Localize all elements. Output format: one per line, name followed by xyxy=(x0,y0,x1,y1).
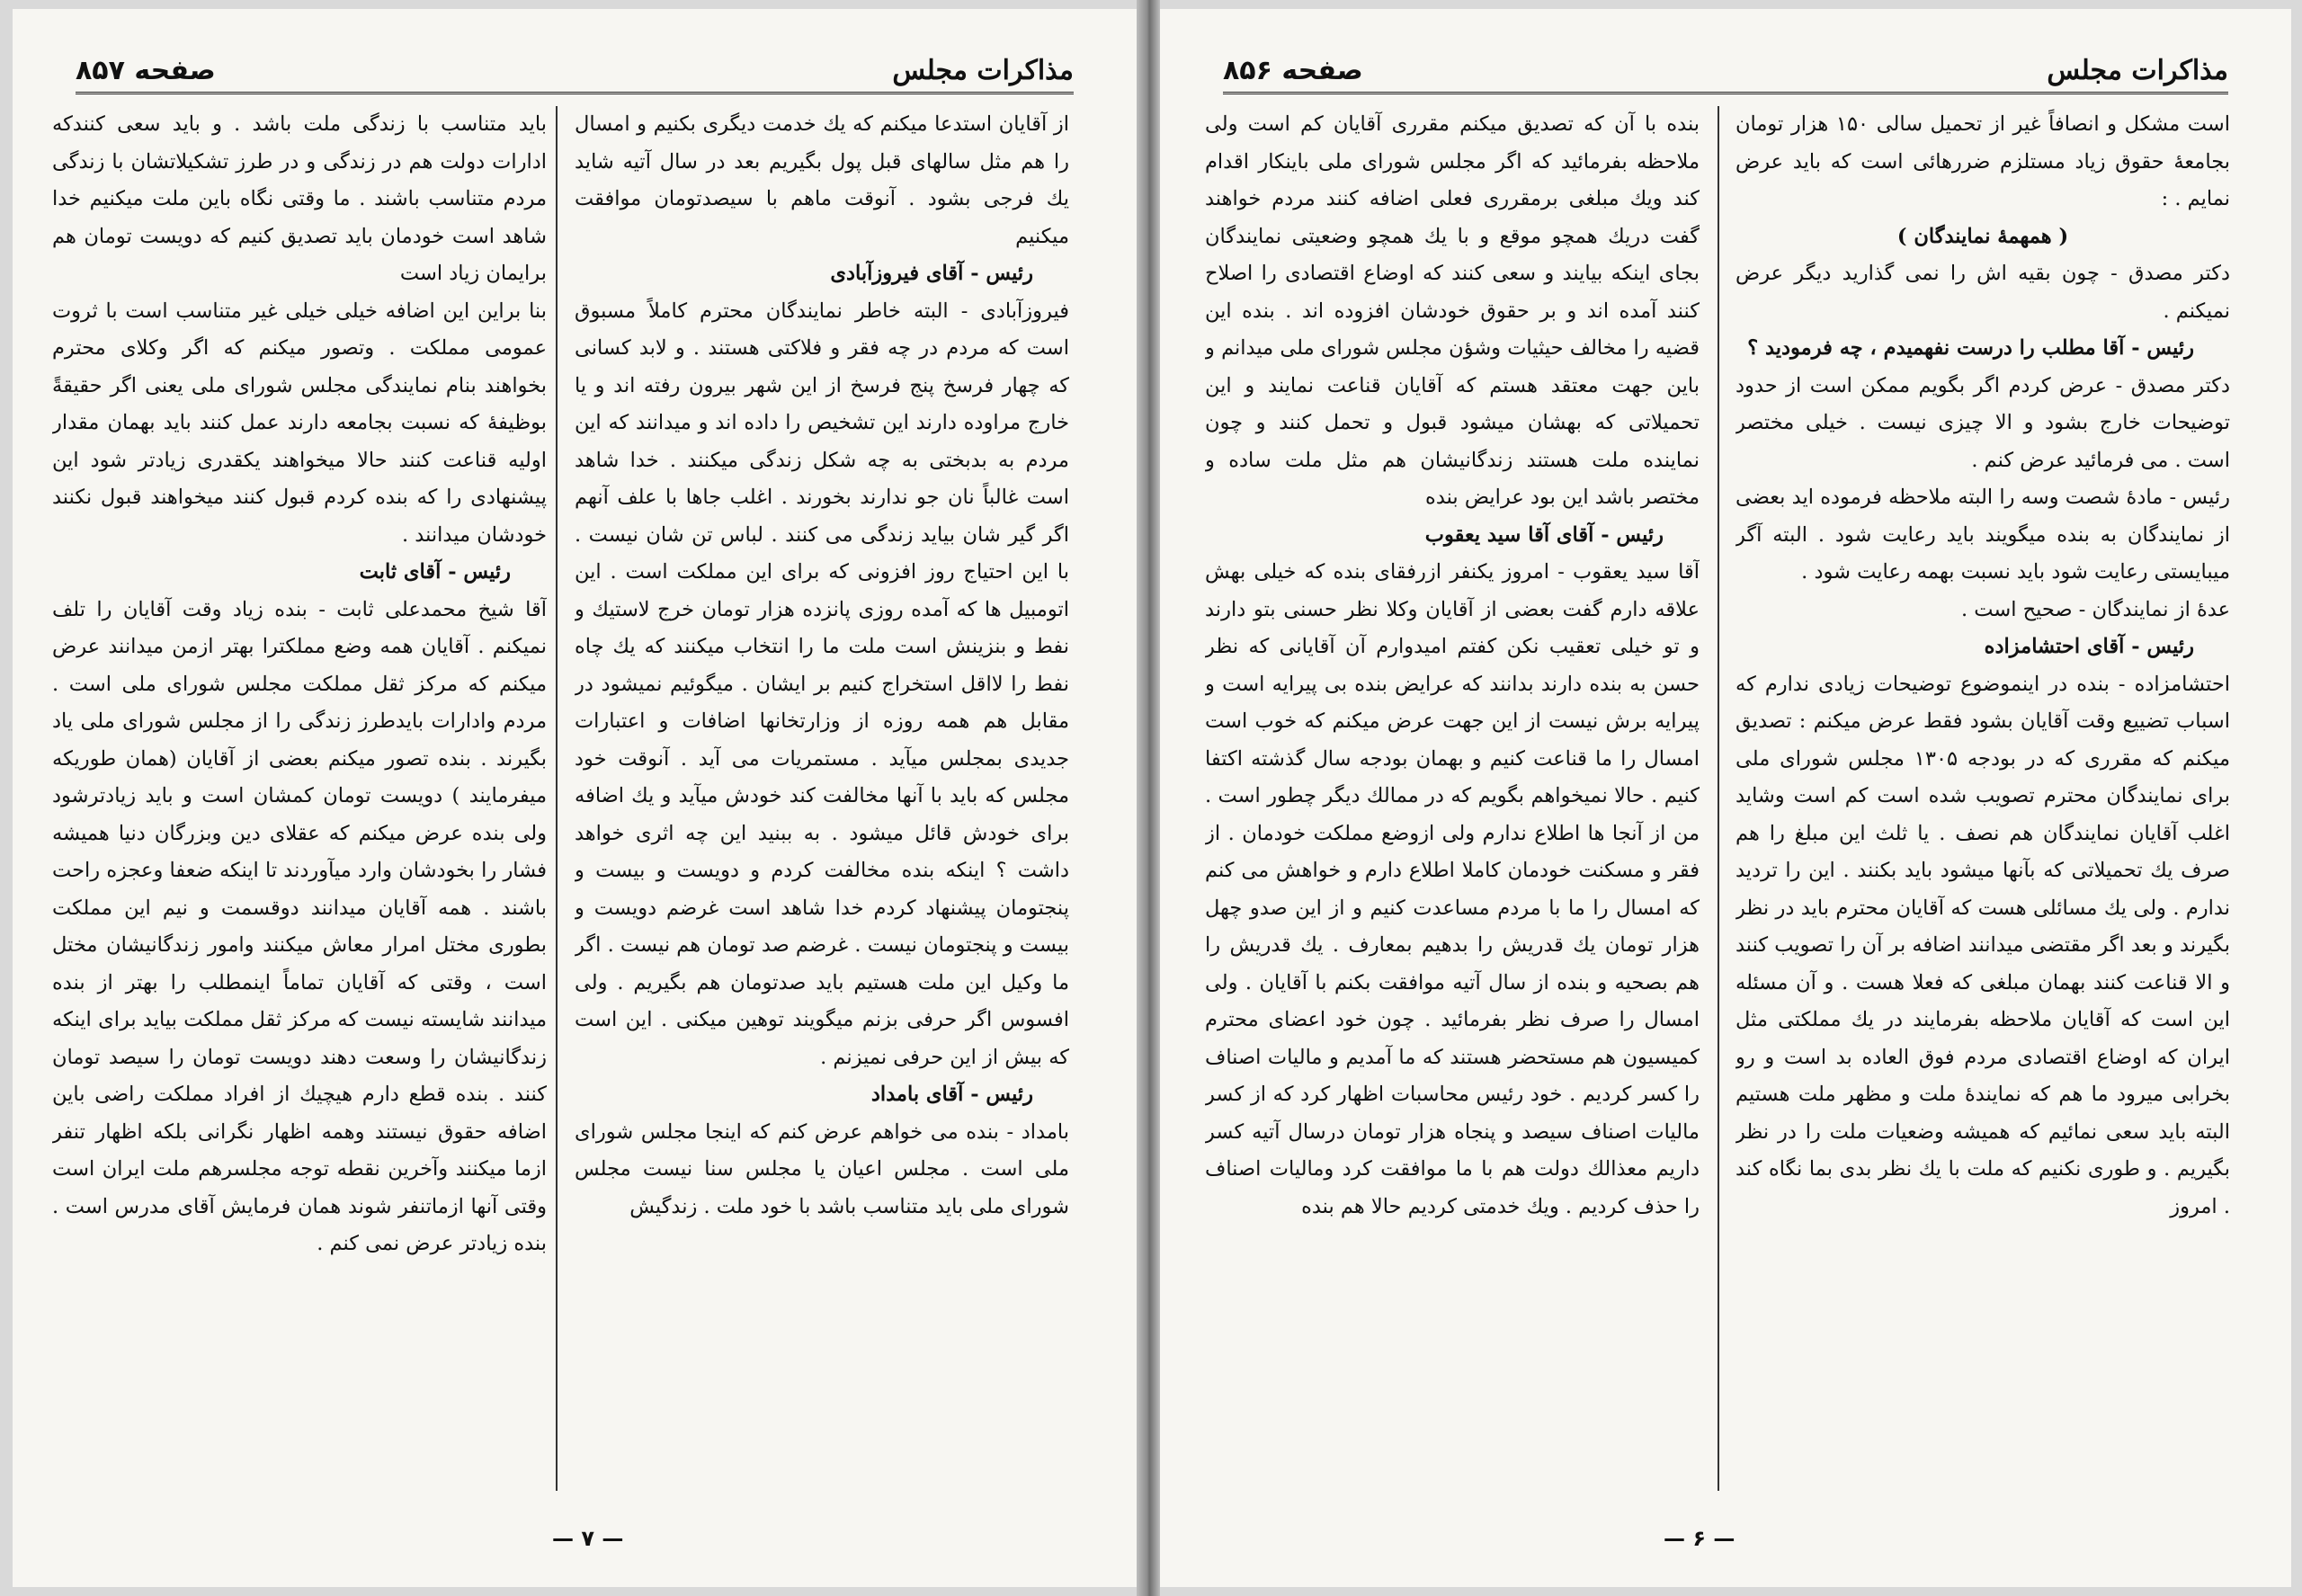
right-page-header xyxy=(1223,47,2228,94)
paragraph: از آقایان استدعا میکنم که یك خدمت دیگری بکنیم و امسال را هم مثل سالهای قبل پول بگیریم بعد در سال آتیه شاید یك فرجی بشود . آنوقت ماهم با سیصدتومان موافقت میکنیم xyxy=(575,112,1069,248)
left-header-page-number: صفحه ۸۵۷ xyxy=(76,55,216,86)
paragraph: باید متناسب با زندگی ملت باشد . و باید سعی کنندکه ادارات دولت هم در زندگی و در طرز تشکیلاتشان با زندگی مردم متناسب باشند . ما وقتی نگاه باین ملت میکنیم خدا شاهد است خودمان باید تصدیق کنیم که دویست تومان هم برایمان زیاد است xyxy=(52,112,547,285)
left-page-left-column xyxy=(52,106,547,1509)
left-page-header xyxy=(76,47,1074,94)
left-header-title: مذاکرات مجلس xyxy=(892,55,1074,86)
paragraph: دکتر مصدق - چون بقیه اش را نمی گذارید دیگر عرض نمیکنم . xyxy=(1735,262,2230,323)
interjection-note: ( همهمهٔ نمایندگان ) xyxy=(1896,224,2069,248)
column-divider xyxy=(556,106,558,1491)
speaker-heading: رئیس - آقای بامداد xyxy=(870,1083,1033,1106)
paragraph: بنا براین این اضافه خیلی خیلی غیر متناسب است با ثروت عمومی مملکت . وتصور میکنم که اگر وکلای محترم بخواهند بنام نمایندگی مجلس شورای ملی یعنی اگر حقیقةً بوظیفهٔ که نسبت بجامعه دارند عمل کنند باید بهمان مقدار اولیه قناعت کنند حالا میخواهند یکقدری زیادتر شود این پیشنهادی را که بنده کردم قبول کنند میخواهند قبول نکنند خودشان میدانند . xyxy=(52,299,547,547)
speaker-heading: رئیس - آقای ثابت xyxy=(359,560,511,584)
right-footer-number: — ۶ — xyxy=(1664,1526,1735,1551)
paragraph: آقا سید یعقوب - امروز یکنفر ازرفقای بنده که خیلی بهش علاقه دارم گفت بعضی از آقایان وکلا نظر حسنی بتو دارند و تو خیلی تعقیب نکن کفتم امیدوارم آن آقایانی که نظر حسن به بنده دارند بدانند که عرایض بنده بی پیرایه است و پیرایه برش نیست از این جهت عرض میکنم که خوب است امسال را ما قناعت کنیم و بهمان بودجه سال گذشته اکتفا کنیم . حالا نمیخواهم بگویم که در ممالك دیگر چطور است . من از آنجا ها اطلاع ندارم ولی ازوضع مملکت خودمان . از فقر و مسکنت خودمان کاملا اطلاع دارم و خواهش می کنم که امسال را ما با مردم مساعدت کنیم و از این صدو چهل هزار تومان یك قدریش را بدهیم بمعارف . یك قدریش را هم بصحیه و بنده از سال آتیه موافقت بکنم با آقایان . ولی امسال را صرف نظر بفرمائید . چون خود اعضای محترم کمیسیون هم مستحضر هستند که ما آمدیم و مالیات اصناف را کسر کردیم . خود رئیس محاسبات اظهار کرد که از کسر مالیات اصناف سیصد و پنجاه هزار تومان درسال آتیه کسر داریم معذالك دولت هم با ما موافقت کرد ومالیات اصناف را حذف کردیم . ویك خدمتی کردیم حالا هم بنده xyxy=(1205,560,1700,1218)
paragraph: بامداد - بنده می خواهم عرض کنم که اینجا مجلس شورای ملی است . مجلس اعیان یا مجلس سنا نیست مجلس شورای ملی باید متناسب باشد با خود ملت . زندگیش xyxy=(575,1119,1069,1218)
paragraph: عدهٔ از نمایندگان - صحیح است . xyxy=(1960,597,2230,621)
right-page xyxy=(1160,9,2291,1587)
left-footer-number: — ۷ — xyxy=(552,1526,624,1551)
speaker-heading: رئیس - آقا مطلب را درست نفهمیدم ، چه فرمودید ؟ xyxy=(1747,336,2194,360)
right-header-page-number: صفحه ۸۵۶ xyxy=(1223,55,1363,86)
left-page xyxy=(13,9,1137,1587)
paragraph: احتشامزاده - بنده در اینموضوع توضیحات زیادی ندارم که اسباب تضییع وقت آقایان بشود فقط عرض میکنم : تصدیق میکنم که مقرری که در بودجه ۱۳۰۵ مجلس شورای ملی برای نمایندگان محترم تصویب شده است کم است وشاید اغلب آقایان نمایندگان هم نصف . یا ثلث این مبلغ را هم صرف یك تحمیلاتی که بآنها میشود باید بکنند . این را تردید ندارم . ولی یك مسائلی هست که آقایان محترم باید در نظر بگیرند و بعد اگر مقتضی میدانند اضافه بر آن را تصویب کنند و الا قناعت کنند بهمان مبلغی که فعلا هست . و آن مسئله این است که آقایان ملاحظه بفرمایند در یك مملکتی مثل ایران که اوضاع اقتصادی مردم فوق العاده بد است و رو بخرابی میرود ما هم که نمایندهٔ ملت و مظهر ملت هستیم البته باید سعی نمائیم که همیشه وضعیات ملت را در نظر بگیریم . و طوری نکنیم که ملت با یك نظر بدی بما نگاه کند . امروز xyxy=(1735,672,2230,1218)
paragraph: دکتر مصدق - عرض کردم اگر بگویم ممکن است از حدود توضیحات خارج بشود و الا چیزی نیست . خیلی مختصر است . می فرمائید عرض کنم . xyxy=(1735,373,2230,472)
speaker-heading: رئیس - آقای فیروزآبادی xyxy=(830,262,1033,285)
left-page-right-column xyxy=(575,106,1069,1509)
right-page-left-column xyxy=(1205,106,1700,1509)
paragraph: رئیس - مادهٔ شصت وسه را البته ملاحظه فرموده اید بعضی از نمایندگان به بنده میگویند باید رعایت شود . البته آگر میبایستی رعایت شود باید نسبت بهمه رعایت شود . xyxy=(1735,486,2230,584)
book-gutter xyxy=(1137,0,1160,1596)
speaker-heading: رئیس - آقای آقا سید یعقوب xyxy=(1424,522,1664,547)
speaker-heading: رئیس - آقای احتشامزاده xyxy=(1984,635,2194,658)
paragraph: آقا شیخ محمدعلی ثابت - بنده زیاد وقت آقایان را تلف نمیکنم . آقایان همه وضع مملکترا بهتر ازمن میدانند عرض میکنم که مرکز ثقل مملکت مجلس شورای ملی است . مردم وادارات بایدطرز زندگی را از مجلس شورای ملی یاد بگیرند . بنده تصور میکنم بعضی از آقایان (همان طوریکه میفرمایند ) دویست تومان کمشان است و باید زیادترشود ولی بنده عرض میکنم که عقلای دین وبزرگان دنیا همیشه فشار را بخودشان وارد میآوردند تا اینکه ضعفا وعجزه راحت باشند . همه آقایان میدانند دوقسمت و نیم این مملکت بطوری مختل امرار معاش میکنند وامور زندگانیشان مختل است ، وقتی که آقایان تماماً اینمطلب را بهتر از بنده میدانند شایسته نیست که مرکز ثقل مملکت بیاید برای اینکه زندگانیشان را وسعت دهند دویست تومان را سیصد تومان کنند . بنده قطع دارم هیچیك از افراد مملکت راضی باین اضافه حقوق نیستند وهمه اظهار نگرانی بلکه اظهار تنفر ازما میکنند وآخرین نقطه توجه مجلسرهم ملت ایران است وقتی آنها ازماتنفر شوند همان فرمایش آقای مدرس است . بنده زیادتر عرض نمی کنم . xyxy=(52,597,547,1255)
right-page-right-column xyxy=(1735,106,2230,1509)
paragraph: بنده با آن که تصدیق میکنم مقرری آقایان کم است ولی ملاحظه بفرمائید که اگر مجلس شورای ملی باینکار اقدام کند ویك مبلغی برمقرری فعلی اضافه کنند مردم خواهند گفت دریك همچو موقع و با یك همچو وضعیتی نمایندگان بجای اینکه بیایند و سعی کنند که اوضاع اقتصادی را اصلاح کنند آمده اند و بر حقوق خودشان افزوده اند . بنده این قضیه را مخالف حیثیات وشؤن مجلس شورای ملی میدانم و باین جهت معتقد هستم که آقایان قناعت نمایند و این تحمیلاتی که بهشان میشود قبول و تحمل کنند و چون نماینده ملت هستند زندگانیشان هم مثل ملت ساده و مختصر باشد این بود عرایض بنده xyxy=(1205,112,1700,509)
right-header-title: مذاکرات مجلس xyxy=(2047,55,2228,86)
paragraph: فیروزآبادی - البته خاطر نمایندگان محترم کاملاً مسبوق است که مردم در چه فقر و فلاکتی هستند . و لابد کسانی که چهار فرسخ پنج فرسخ از این شهر بیرون رفته اند و یا خارج مراوده دارند این تشخیص را داده اند و میدانند که این مردم به بدبختی به چه شکل زندگی میکنند . خدا شاهد است غالباً نان جو ندارند بخورند . اغلب جاها با علف آنهم اگر گیر شان بیاید زندگی می کنند . لباس تن شان نیست . با این احتیاج روز افزونی که برای این مملکت است . این اتومبیل ها که آمده روزی پانزده هزار تومان خرج لاستیك و نفط و بنزینش است ملت ما را انتخاب میکنند که یك چاه نفط را لااقل استخراج کنیم بر ایشان . میگوئیم نمیشود در مقابل هم همه روزه از وزارتخانها اضافات و اعتبارات جدیدی بمجلس میآید . مستمریات می آید . آنوقت خود مجلس که باید با آنها مخالفت کند خودش میآید و یك اضافه برای خودش قائل میشود . به ببنید این چه اثری خواهد داشت ؟ اینکه بنده مخالفت کردم و دویست و بیست و پنجتومان پیشنهاد کردم خدا شاهد است غرضم دویست و بیست و پنجتومان نیست . غرضم صد تومان هم نیست . اگر ما وکیل این ملت هستیم باید صدتومان هم بگیریم . ولی افسوس اگر حرفی بزنم میگویند توهین میکنی . این است که بیش از این حرفی نمیزنم . xyxy=(575,299,1069,1069)
column-divider xyxy=(1718,106,1719,1491)
paragraph: است مشکل و انصافاً غیر از تحمیل سالی ۱۵۰ هزار تومان بجامعهٔ حقوق زیاد مستلزم ضررهائی است که باید عرض نمایم . : xyxy=(1735,112,2230,210)
